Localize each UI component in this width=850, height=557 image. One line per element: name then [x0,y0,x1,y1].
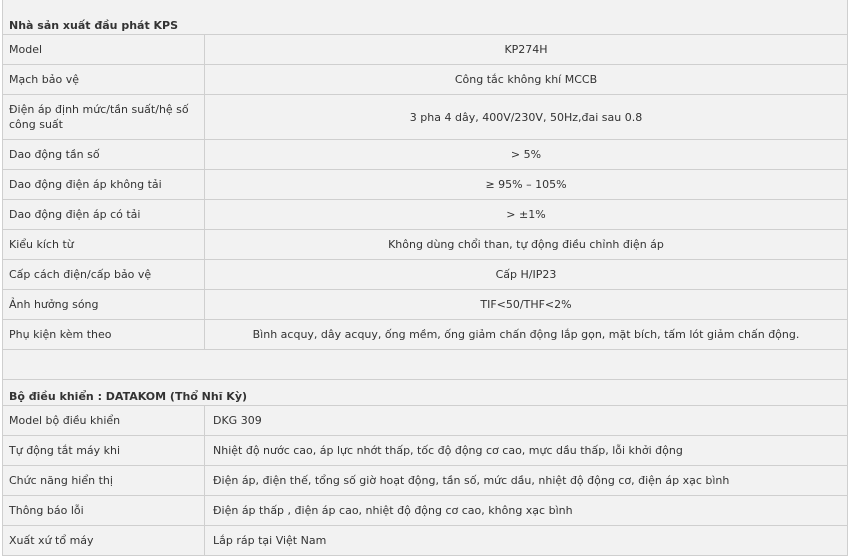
row-value: Điện áp thấp , điện áp cao, nhiệt độ động cơ cao, không xạc bình [205,496,848,526]
row-label: Xuất xứ tổ máy [3,526,205,556]
section-header-row [3,0,848,35]
row-value: DKG 309 [205,406,848,436]
row-value: Cấp H/IP23 [205,260,848,290]
row-label: Ảnh hưởng sóng [3,290,205,320]
table-row [3,260,848,290]
row-label: Điện áp định mức/tần suất/hệ số công suất [3,95,205,140]
row-value: > ±1% [205,200,848,230]
row-value: Lắp ráp tại Việt Nam [205,526,848,556]
table-row [3,320,848,350]
row-label: Kiểu kích từ [3,230,205,260]
row-value: Nhiệt độ nước cao, áp lực nhớt thấp, tốc độ động cơ cao, mực dầu thấp, lỗi khởi động [205,436,848,466]
row-value: Không dùng chổi than, tự động điều chỉnh điện áp [205,230,848,260]
row-label: Phụ kiện kèm theo [3,320,205,350]
table-row [3,170,848,200]
spec-table [2,0,848,556]
blank-cell [3,350,848,380]
table-row [3,200,848,230]
table-row [3,95,848,140]
table-row [3,436,848,466]
row-value: TIF<50/THF<2% [205,290,848,320]
row-label: Model bộ điều khiển [3,406,205,436]
row-label: Dao động tần số [3,140,205,170]
row-value: ≥ 95% – 105% [205,170,848,200]
row-label: Thông báo lỗi [3,496,205,526]
table-row [3,466,848,496]
row-value: > 5% [205,140,848,170]
table-row [3,35,848,65]
row-value: 3 pha 4 dây, 400V/230V, 50Hz,đai sau 0.8 [205,95,848,140]
table-row [3,406,848,436]
row-label: Chức năng hiển thị [3,466,205,496]
row-label: Cấp cách điện/cấp bảo vệ [3,260,205,290]
section-title-controller: Bộ điều khiển : DATAKOM (Thổ Nhĩ Kỳ) [3,380,848,406]
row-label: Dao động điện áp có tải [3,200,205,230]
table-row [3,290,848,320]
row-value: Bình acquy, dây acquy, ống mềm, ống giảm chấn động lắp gọn, mặt bích, tấm lót giảm chấn động. [205,320,848,350]
table-row [3,230,848,260]
row-label: Dao động điện áp không tải [3,170,205,200]
row-value: Công tắc không khí MCCB [205,65,848,95]
row-label: Tự động tắt máy khi [3,436,205,466]
table-row [3,496,848,526]
section-title-generator: Nhà sản xuất đầu phát KPS [3,0,848,35]
table-row [3,65,848,95]
row-label: Mạch bảo vệ [3,65,205,95]
table-row [3,526,848,556]
table-row [3,140,848,170]
row-value: Điện áp, điện thế, tổng số giờ hoạt động, tần số, mức dầu, nhiệt độ động cơ, điện áp xạc bình [205,466,848,496]
row-label: Model [3,35,205,65]
row-value: KP274H [205,35,848,65]
section-header-row [3,380,848,406]
blank-row [3,350,848,380]
